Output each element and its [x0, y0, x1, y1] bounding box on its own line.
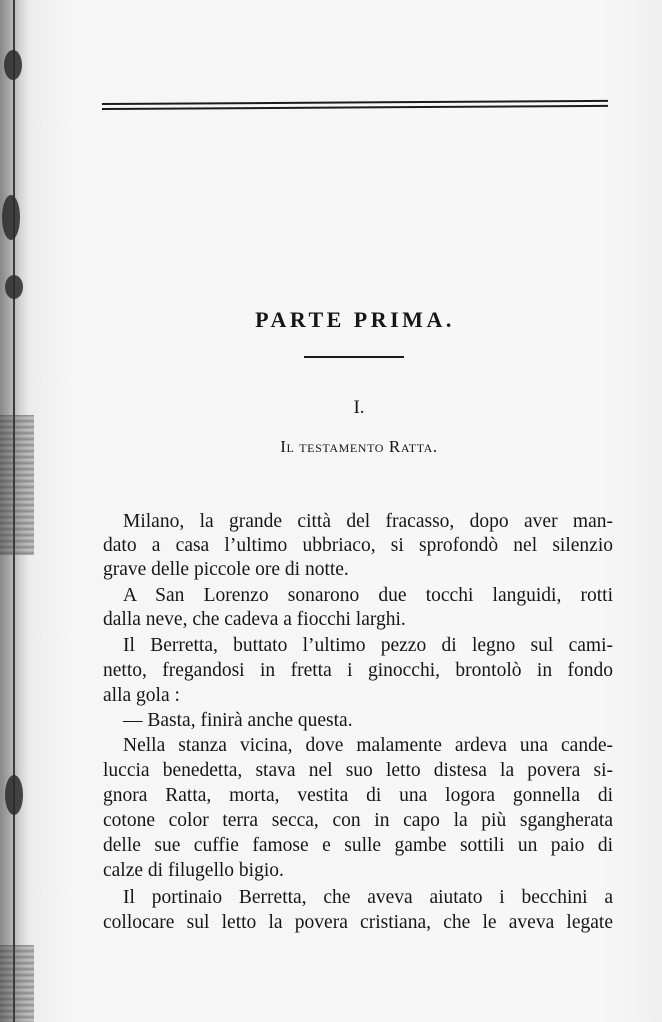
text-line: cotone color terra secca, con in capo la più sgangherata	[103, 810, 613, 831]
binding-knot	[5, 775, 23, 815]
text-line: dato a casa l’ultimo ubbriaco, si sprofondò nel silenzio	[103, 535, 613, 556]
text-line: alla gola :	[103, 685, 180, 706]
part-title: PARTE PRIMA.	[255, 307, 455, 332]
text-line: A San Lorenzo sonarono due tocchi languidi, rotti	[123, 585, 613, 606]
chapter-number: I.	[353, 397, 365, 418]
text-line: Milano, la grande città del fracasso, dopo aver man-	[123, 511, 613, 532]
text-line: Il portinaio Berretta, che aveva aiutato i becchini a	[123, 887, 613, 908]
binding-damage	[0, 415, 34, 555]
text-line: grave delle piccole ore di notte.	[103, 559, 349, 580]
title-divider	[304, 356, 404, 358]
text-line: Il Berretta, buttato l’ultimo pezzo di legno sul cami-	[123, 635, 613, 656]
text-line: calze di filugello bigio.	[103, 860, 284, 881]
binding-damage	[0, 945, 34, 1022]
text-line: luccia benedetta, stava nel suo letto distesa la povera si-	[103, 760, 613, 781]
binding-knot	[2, 195, 20, 240]
binding-knot	[4, 50, 22, 80]
text-line: Nella stanza vicina, dove malamente ardeva una cande-	[123, 735, 613, 756]
chapter-title: Il testamento Ratta.	[280, 437, 438, 456]
text-line: netto, fregandosi in fretta i ginocchi, brontolò in fondo	[103, 660, 613, 681]
text-line: — Basta, finirà anche questa.	[123, 710, 353, 731]
binding-edge	[0, 0, 40, 1022]
text-line: gnora Ratta, morta, vestita di una logora gonnella di	[103, 785, 613, 806]
text-line: delle sue cuffie famose e sulle gambe sottili un paio di	[103, 835, 613, 856]
header-double-rule-bottom	[102, 105, 608, 110]
text-line: collocare sul letto la povera cristiana, che le aveva legate	[103, 912, 613, 933]
header-double-rule-top	[102, 100, 608, 105]
text-line: dalla neve, che cadeva a fiocchi larghi.	[103, 609, 406, 630]
binding-knot	[5, 275, 23, 299]
